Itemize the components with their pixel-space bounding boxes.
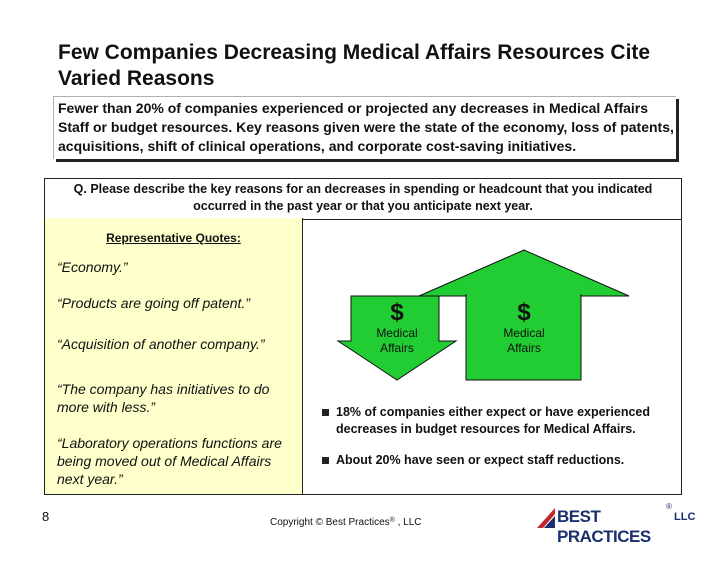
quotes-panel — [45, 218, 303, 494]
slide-title: Few Companies Decreasing Medical Affairs Resources Cite Varied Reasons — [58, 41, 651, 90]
bullet-text: 18% of companies either expect or have experienced decreases in budget resources for Medical Affairs. — [336, 405, 651, 436]
subtitle-box — [53, 96, 676, 159]
arrow-label-line: Affairs — [507, 341, 541, 355]
dollar-symbol: $ — [390, 299, 404, 326]
quote-item: “Acquisition of another company.” — [57, 336, 265, 352]
up-arrow-head — [419, 250, 629, 296]
logo-text: BEST PRACTICES — [557, 507, 651, 546]
up-arrow-label — [491, 300, 557, 356]
copyright-reg: ® — [389, 517, 395, 524]
bullet-list — [320, 404, 675, 483]
up-arrow-shape — [303, 218, 593, 246]
bullet-square-icon — [322, 409, 329, 416]
bullet-item — [320, 452, 675, 469]
quote-item: “The company has initiatives to do more with less.” — [57, 381, 270, 415]
content-box — [44, 218, 682, 495]
logo-llc: LLC — [674, 511, 696, 523]
question-box — [44, 178, 682, 220]
bullet-item — [320, 404, 675, 438]
dollar-symbol: $ — [517, 299, 531, 326]
bullet-square-icon — [322, 457, 329, 464]
quote-item: “Products are going off patent.” — [57, 295, 250, 311]
quote-item: “Laboratory operations functions are being moved out of Medical Affairs next year.” — [57, 435, 282, 487]
arrow-label-line: Medical — [503, 326, 545, 340]
page-number: 8 — [42, 509, 50, 524]
copyright-notice — [270, 517, 422, 528]
subtitle-text: Fewer than 20% of companies experienced or projected any decreases in Medical Affairs Staff or budget resources. Key reasons given were the state of the economy, loss of patents, acquisitions, shift of clinical operations, and corporate cost-saving initiatives. — [58, 100, 674, 154]
best-practices-logo — [535, 502, 696, 546]
arrow-label-line: Affairs — [380, 341, 414, 355]
quotes-heading: Representative Quotes: — [106, 231, 241, 245]
quote-item: “Economy.” — [57, 259, 128, 275]
arrow-label-line: Medical — [376, 326, 418, 340]
logo-flag-icon — [535, 506, 557, 530]
logo-reg: ® — [666, 502, 672, 511]
question-text: Q. Please describe the key reasons for an decreases in spending or headcount that you indicated occurred in the past year or that you anticipate next year. — [73, 182, 653, 213]
down-arrow-label — [364, 300, 430, 356]
copyright-text: Copyright © Best Practices — [270, 517, 390, 528]
copyright-suffix: , LLC — [394, 517, 422, 528]
bullet-text: About 20% have seen or expect staff reductions. — [336, 453, 625, 467]
